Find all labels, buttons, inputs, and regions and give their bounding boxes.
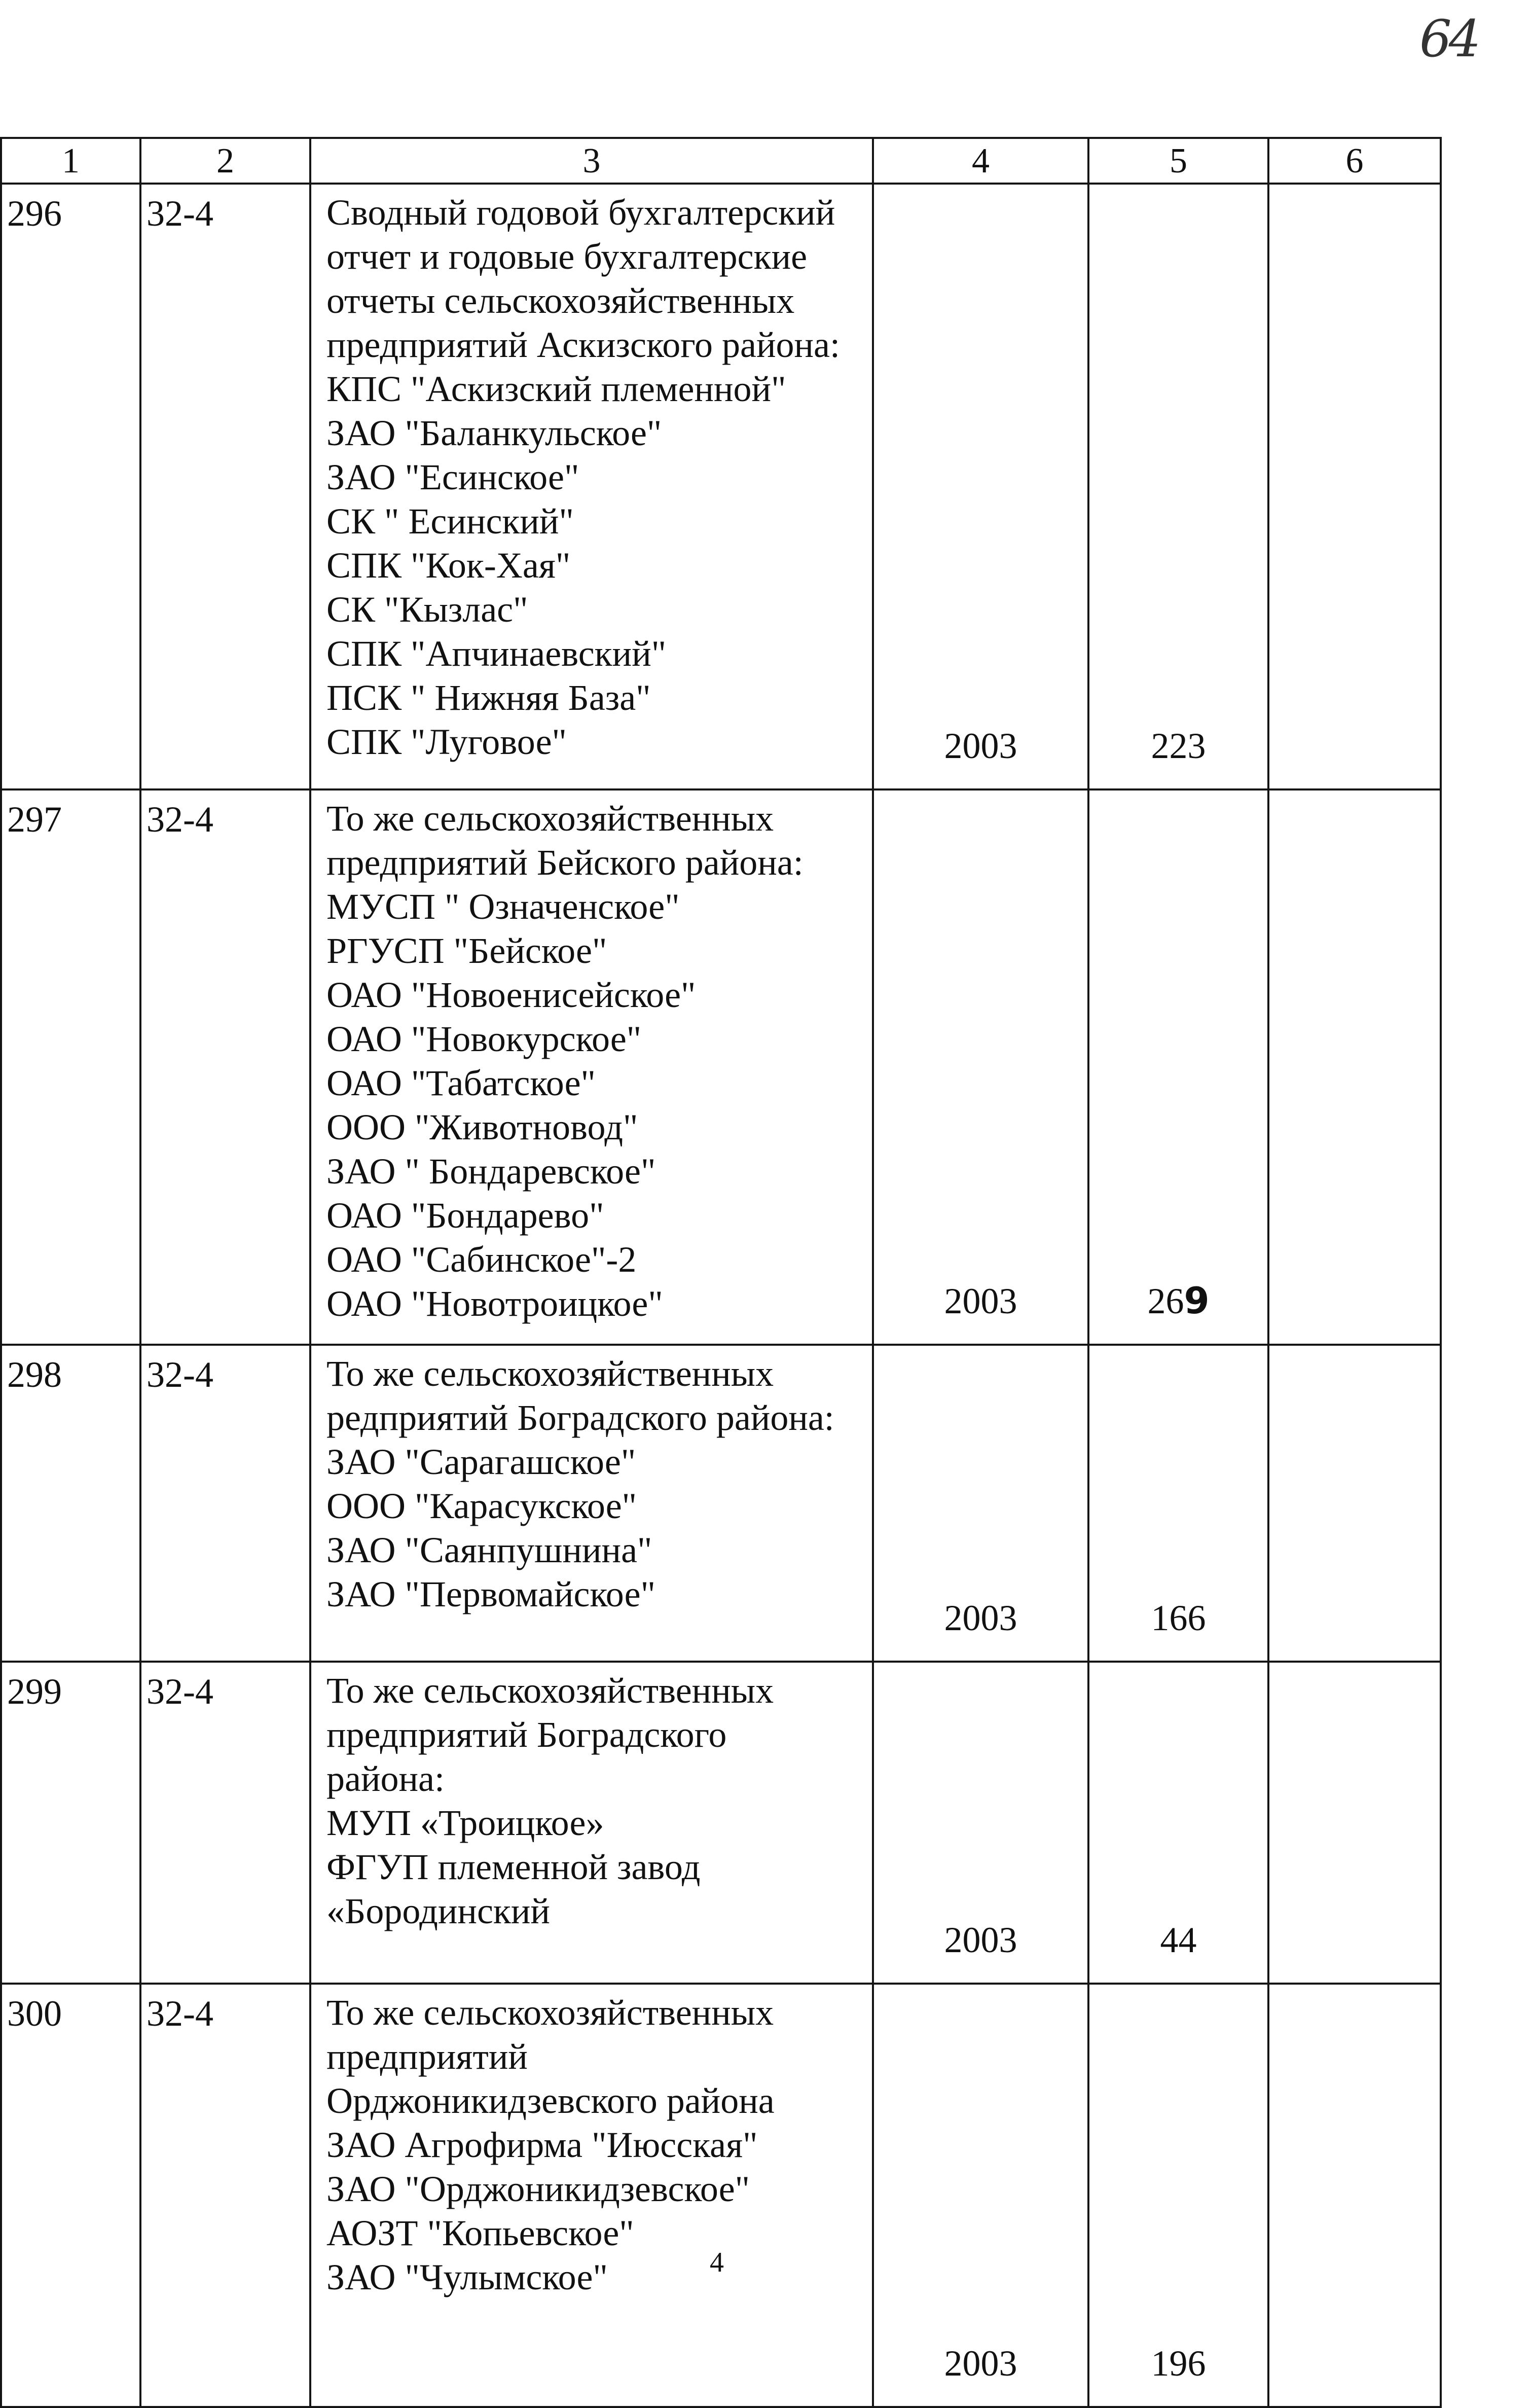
header-col-1: 1 — [1, 138, 140, 184]
row-code: 32-4 — [140, 789, 310, 1345]
row-description — [310, 1662, 873, 1984]
row-code: 32-4 — [140, 184, 310, 789]
description-line: ЗАО "Первомайское" — [326, 1574, 656, 1614]
row-number: 297 — [1, 789, 140, 1345]
handwritten-page-note: 64 — [1419, 9, 1478, 68]
description-line: предприятий — [326, 2036, 528, 2077]
description-line: отчет и годовые бухгалтерские — [326, 236, 808, 277]
description-line: СПК "Кок-Хая" — [326, 545, 571, 586]
description-line: ОАО "Новокурское" — [326, 1019, 642, 1059]
description-line: То же сельскохозяйственных — [326, 1670, 774, 1711]
row-description — [310, 1984, 873, 2407]
description-line: ЗАО Агрофирма "Июсская" — [326, 2125, 758, 2165]
description-line: ЗАО "Баланкульское" — [326, 413, 662, 453]
description-line: предприятий Аскизского района: — [326, 325, 840, 365]
header-col-6: 6 — [1268, 138, 1441, 184]
row-units — [1088, 789, 1268, 1345]
description-line: То же сельскохозяйственных — [326, 798, 774, 839]
row-year: 2003 — [873, 1984, 1088, 2407]
description-line: ООО "Животновод" — [326, 1107, 638, 1147]
description-line: ЗАО "Есинское" — [326, 457, 579, 497]
row-year: 2003 — [873, 184, 1088, 789]
inventory-table — [0, 137, 1442, 2408]
table-row — [1, 184, 1441, 789]
row-units: 44 — [1088, 1662, 1268, 1984]
table-row — [1, 1984, 1441, 2407]
header-col-2: 2 — [140, 138, 310, 184]
description-line: МУП «Троицкое» — [326, 1803, 604, 1843]
description-line: отчеты сельскохозяйственных — [326, 280, 795, 321]
description-line: ОАО "Новоенисейское" — [326, 975, 696, 1015]
description-line: района: — [326, 1758, 445, 1799]
row-notes — [1268, 1984, 1441, 2407]
units-printed: 26 — [1147, 1281, 1184, 1321]
row-year: 2003 — [873, 1662, 1088, 1984]
row-number: 300 — [1, 1984, 140, 2407]
row-code: 32-4 — [140, 1345, 310, 1662]
row-units: 196 — [1088, 1984, 1268, 2407]
description-line: Орджоникидзевского района — [326, 2080, 775, 2121]
row-description — [310, 184, 873, 789]
description-line: ЗАО " Бондаревское" — [326, 1151, 656, 1192]
table-row — [1, 789, 1441, 1345]
page-number: 4 — [710, 2247, 724, 2278]
description-line: ЗАО "Чулымское" — [326, 2257, 608, 2297]
row-number: 296 — [1, 184, 140, 789]
row-number: 298 — [1, 1345, 140, 1662]
header-col-5: 5 — [1088, 138, 1268, 184]
description-line: ЗАО "Саянпушнина" — [326, 1530, 652, 1570]
row-units: 166 — [1088, 1345, 1268, 1662]
description-line: предприятий Бейского района: — [326, 842, 804, 883]
units-handwritten: 9 — [1184, 1279, 1210, 1322]
row-notes — [1268, 1662, 1441, 1984]
table-row — [1, 1662, 1441, 1984]
row-notes — [1268, 184, 1441, 789]
description-line: редприятий Боградского района: — [326, 1397, 834, 1438]
description-line: То же сельскохозяйственных — [326, 1353, 774, 1394]
description-line: КПС "Аскизский племенной" — [326, 369, 786, 409]
row-number: 299 — [1, 1662, 140, 1984]
description-line: СПК "Апчинаевский" — [326, 633, 667, 674]
description-line: АОЗТ "Копьевское" — [326, 2213, 634, 2253]
row-year: 2003 — [873, 1345, 1088, 1662]
header-row — [1, 138, 1441, 184]
description-line: СК "Кызлас" — [326, 589, 528, 630]
description-line: Сводный годовой бухгалтерский — [326, 192, 835, 233]
table-row — [1, 1345, 1441, 1662]
description-line: ОАО "Табатское" — [326, 1063, 596, 1103]
description-line: РГУСП "Бейское" — [326, 930, 607, 971]
description-line: СК " Есинский" — [326, 501, 574, 542]
description-line: ОАО "Новотроицкое" — [326, 1283, 663, 1324]
description-line: ОАО "Бондарево" — [326, 1195, 604, 1236]
row-code: 32-4 — [140, 1662, 310, 1984]
description-line: ОАО "Сабинское"-2 — [326, 1239, 637, 1280]
header-col-3: 3 — [310, 138, 873, 184]
row-description — [310, 1345, 873, 1662]
header-col-4: 4 — [873, 138, 1088, 184]
row-notes — [1268, 1345, 1441, 1662]
description-line: МУСП " Означенское" — [326, 886, 680, 927]
row-year: 2003 — [873, 789, 1088, 1345]
description-line: предприятий Боградского — [326, 1714, 727, 1755]
description-line: ЗАО "Орджоникидзевское" — [326, 2169, 750, 2209]
description-line: ПСК " Нижняя База" — [326, 677, 651, 718]
description-line: ФГУП племенной завод — [326, 1847, 701, 1887]
row-code: 32-4 — [140, 1984, 310, 2407]
description-line: ЗАО "Сарагашское" — [326, 1442, 636, 1482]
row-notes — [1268, 789, 1441, 1345]
description-line: То же сельскохозяйственных — [326, 1992, 774, 2033]
description-line: ООО "Карасукское" — [326, 1486, 637, 1526]
row-units: 223 — [1088, 184, 1268, 789]
row-description — [310, 789, 873, 1345]
description-line: СПК "Луговое" — [326, 722, 567, 762]
description-line: «Бородинский — [326, 1891, 550, 1931]
